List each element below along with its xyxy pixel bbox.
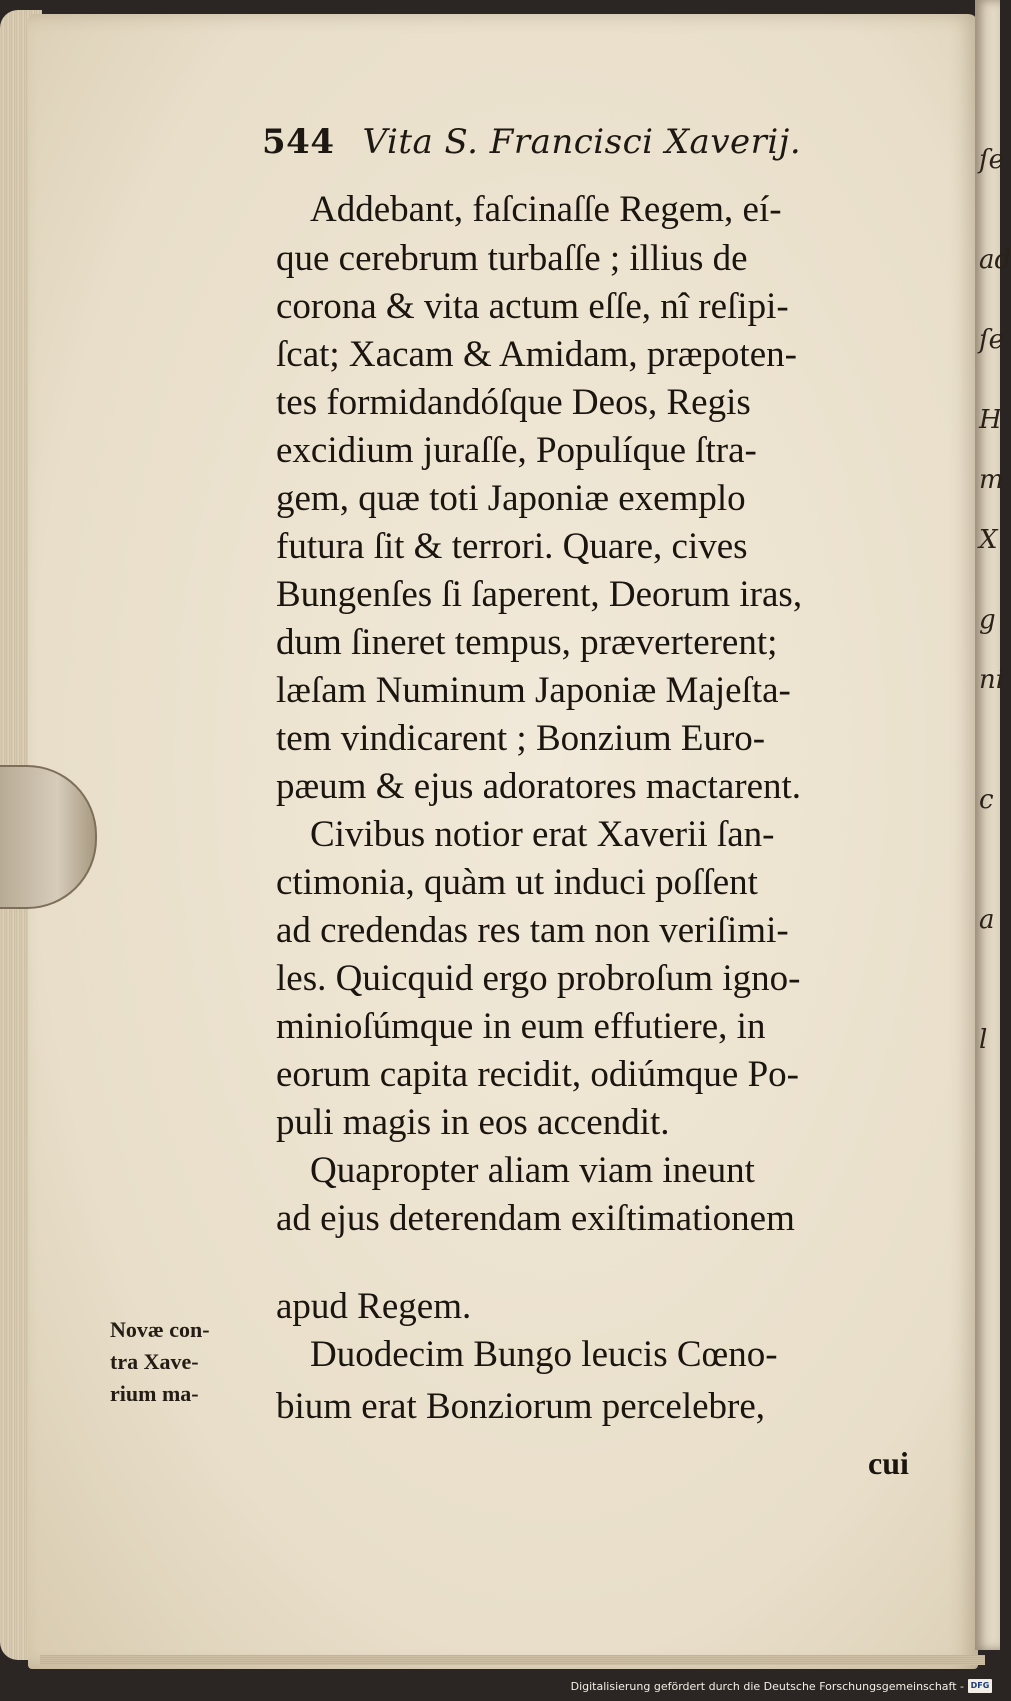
adjacent-fragment: g (979, 605, 996, 635)
margin-note-line: Novæ con- (110, 1317, 210, 1342)
text-line: futura ſit & terrori. Quare, cives (276, 526, 748, 567)
text-line: apud Regem. (276, 1286, 472, 1327)
adjacent-fragment: ſe (979, 325, 1005, 355)
margin-note-line: tra Xave- (110, 1349, 199, 1374)
catchword: cui (868, 1445, 909, 1481)
adjacent-page-sliver (975, 0, 1011, 1650)
dfg-logo: DFG (968, 1679, 992, 1693)
text-line: ad credendas res tam non veriſimi- (276, 910, 789, 951)
adjacent-fragment: H (979, 405, 1002, 435)
text-line: Duodecim Bungo leucis Cœno- (310, 1334, 778, 1375)
text-line: Civibus notior erat Xaverii ſan- (310, 814, 775, 855)
adjacent-fragment: c (979, 785, 994, 815)
text-line: ctimonia, quàm ut induci poſſent (276, 862, 758, 903)
text-line: tes formidandóſque Deos, Regis (276, 382, 751, 423)
page-number: 544 (262, 122, 335, 162)
running-header (262, 122, 801, 162)
text-line: Quapropter aliam viam ineunt (310, 1150, 755, 1191)
adjacent-fragment: a (979, 905, 995, 935)
bottom-page-edges (40, 1655, 985, 1665)
margin-note-line: rium ma- (110, 1381, 199, 1406)
adjacent-fragment: l (979, 1025, 988, 1055)
text-line: corona & vita actum eſſe, nî reſipi- (276, 286, 789, 327)
text-line: que cerebrum turbaſſe ; illius de (276, 238, 748, 279)
adjacent-fragment: m (979, 465, 1004, 495)
adjacent-fragment: X (979, 525, 998, 555)
text-line: tem vindicarent ; Bonzium Euro- (276, 718, 766, 759)
text-line: minioſúmque in eum effutiere, in (276, 1006, 766, 1047)
adjacent-fragment: ſe (979, 145, 1005, 175)
text-line: pæum & ejus adoratores mactarent. (276, 766, 802, 807)
running-title: Vita S. Francisci Xaverij. (362, 122, 802, 162)
text-line: les. Quicquid ergo probroſum igno- (276, 958, 801, 999)
text-line: gem, quæ toti Japoniæ exemplo (276, 478, 746, 519)
text-line: Bungenſes ſi ſaperent, Deorum iras, (276, 574, 803, 615)
text-line: læſam Numinum Japoniæ Majeſta- (276, 670, 791, 711)
footer-credit: Digitalisierung gefördert durch die Deutsche Forschungsgemeinschaft - (570, 1680, 964, 1693)
text-line: eorum capita recidit, odiúmque Po- (276, 1054, 799, 1095)
text-line: ſcat; Xacam & Amidam, præpoten- (276, 334, 797, 375)
adjacent-fragment: ni (979, 665, 1005, 695)
text-line: dum ſineret tempus, præverterent; (276, 622, 778, 663)
text-line: ad ejus deterendam exiſtimationem (276, 1198, 795, 1239)
text-line: Addebant, faſcinaſſe Regem, eí- (310, 189, 782, 230)
text-line: bium erat Bonziorum percelebre, (276, 1386, 766, 1427)
text-line: excidium juraſſe, Populíque ſtra- (276, 430, 757, 471)
adjacent-fragment: ad (979, 245, 1011, 275)
text-line: puli magis in eos accendit. (276, 1102, 670, 1143)
